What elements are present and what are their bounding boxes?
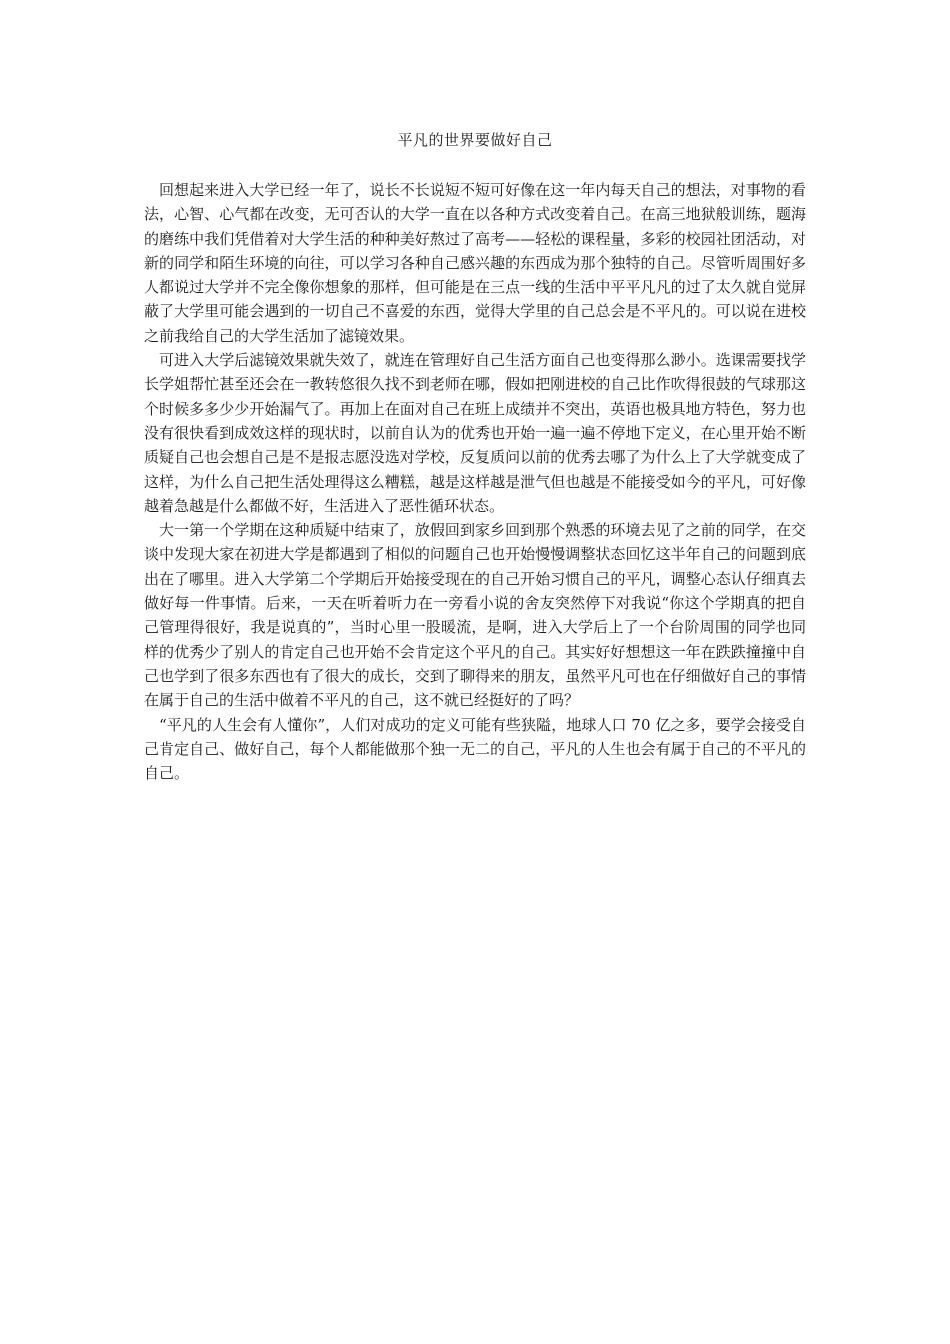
document-body <box>144 178 806 785</box>
paragraph-1: 回想起来进入大学已经一年了，说长不长说短不短可好像在这一年内每天自己的想法，对事物的看法，心智、心气都在改变，无可否认的大学一直在以各种方式改变着自己。在高三地狱般训练，题海的磨练中我们凭借着对大学生活的种种美好熬过了高考——轻松的课程量，多彩的校园社团活动，对新的同学和陌生环境的向往，可以学习各种自己感兴趣的东西成为那个独特的自己。尽管听周围好多人都说过大学并不完全像你想象的那样，但可能是在三点一线的生活中平平凡凡的过了太久就自觉屏蔽了大学里可能会遇到的一切自己不喜爱的东西，觉得大学里的自己总会是不平凡的。可以说在进校之前我给自己的大学生活加了滤镜效果。 <box>144 181 806 345</box>
paragraph-3: 大一第一个学期在这种质疑中结束了，放假回到家乡回到那个熟悉的环境去见了之前的同学，在交谈中发现大家在初进大学是都遇到了相似的问题自己也开始慢慢调整状态回忆这半年自己的问题到底出在了哪里。进入大学第二个学期后开始接受现在的自己开始习惯自己的平凡，调整心态认仔细真去做好每一件事情。后来，一天在听着听力在一旁看小说的舍友突然停下对我说“你这个学期真的把自己管理得很好，我是说真的”，当时心里一股暖流，是啊，进入大学后上了一个台阶周围的同学也同样的优秀少了别人的肯定自己也开始不会肯定这个平凡的自己。其实好好想想这一年在跌跌撞撞中自己也学到了很多东西也有了很大的成长，交到了聊得来的朋友，虽然平凡可也在仔细做好自己的事情在属于自己的生活中做着不平凡的自己，这不就已经挺好的了吗？ <box>144 521 806 710</box>
paragraph-2: 可进入大学后滤镜效果就失效了，就连在管理好自己生活方面自己也变得那么渺小。选课需要找学长学姐帮忙甚至还会在一教转悠很久找不到老师在哪，假如把刚进校的自己比作吹得很鼓的气球那这个时候多多少少开始漏气了。再加上在面对自己在班上成绩并不突出，英语也极具地方特色，努力也没有很快看到成效这样的现状时，以前自认为的优秀也开始一遍一遍不停地下定义，在心里开始不断质疑自己也会想自己是不是报志愿没选对学校，反复质问以前的优秀去哪了为什么上了大学就变成了这样，为什么自己把生活处理得这么糟糕，越是这样越是泄气但也越是不能接受如今的平凡，可好像越着急越是什么都做不好，生活进入了恶性循环状态。 <box>144 351 806 515</box>
paragraph-4: “平凡的人生会有人懂你”，人们对成功的定义可能有些狭隘，地球人口 70 亿之多，要学会接受自己肯定自己、做好自己，每个人都能做那个独一无二的自己，平凡的人生也会有属于自己的不平凡的自己。 <box>144 715 806 783</box>
document-title: 平凡的世界要做好自己 <box>397 131 553 149</box>
